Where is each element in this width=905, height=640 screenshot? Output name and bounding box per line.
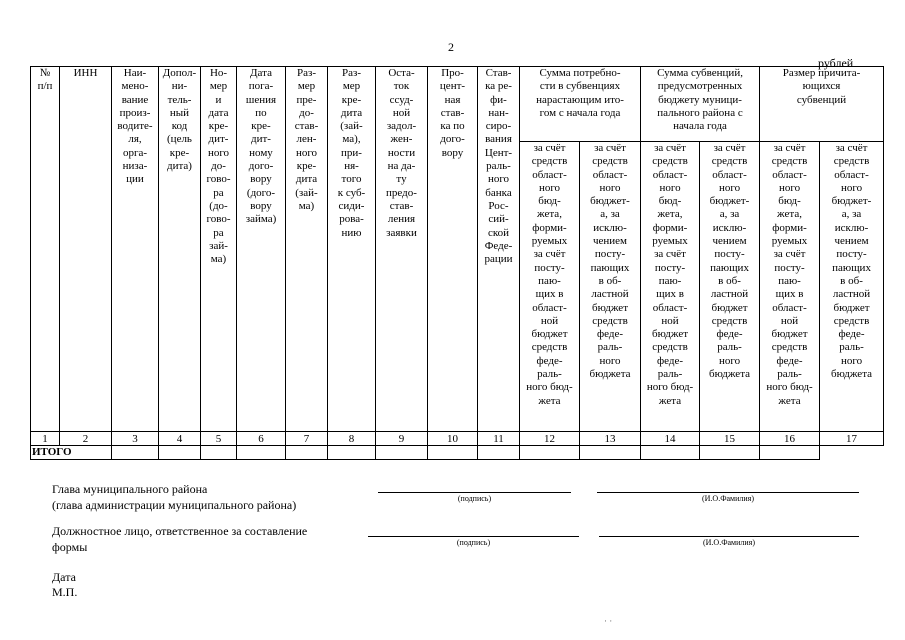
official-title-line2: формы — [52, 540, 88, 554]
table-cell — [428, 446, 478, 460]
head-title-line2: (глава администрации муниципального района) — [52, 498, 297, 512]
column-number: 7 — [286, 432, 328, 446]
official-name-line — [599, 536, 859, 537]
column-number: 17 — [820, 432, 884, 446]
table-cell — [520, 446, 580, 460]
currency-unit: рублей — [818, 56, 854, 70]
official-title-line1: Должностное лицо, ответственное за составление — [52, 524, 308, 538]
column-header: Дата пога- шения по кре- дит- ному дого- вору (дого- вору займа) — [237, 67, 286, 432]
column-header: Раз- мер кре- дита (зай- ма), при- ня- того к суб- сиди- рова- нию — [328, 67, 376, 432]
column-number: 10 — [428, 432, 478, 446]
page-number: 2 — [448, 40, 454, 54]
column-number: 6 — [237, 432, 286, 446]
column-number: 2 — [60, 432, 112, 446]
date-label: Дата — [52, 570, 76, 584]
official-signature-line — [368, 536, 579, 537]
scan-mark: · · — [604, 616, 613, 626]
column-number: 8 — [328, 432, 376, 446]
column-number: 16 — [760, 432, 820, 446]
sub-header: за счёт средств област- ного бюд- жета, форми- руемых за счёт посту- паю- щих в област- ной бюджет средств феде- раль- ного бюд- жета — [760, 142, 820, 432]
column-number: 3 — [112, 432, 159, 446]
signature-caption: (подпись) — [457, 494, 492, 503]
head-signature-line — [378, 492, 571, 493]
signature-caption: (подпись) — [456, 538, 491, 547]
group-header: Сумма субвенций, предусмотренных бюджету муници- пального района с начала года — [641, 67, 760, 142]
name-caption: (И.О.Фамилия) — [702, 538, 756, 547]
sub-header: за счёт средств област- ного бюд- жета, форми- руемых за счёт посту- паю- щих в област- ной бюджет средств феде- раль- ного бюд- жета — [520, 142, 580, 432]
head-title-line1: Глава муниципального района — [52, 482, 208, 496]
column-number: 15 — [700, 432, 760, 446]
sub-header: за счёт средств област- ного бюд- жета, форми- руемых за счёт посту- паю- щих в област- ной бюджет средств феде- раль- ного бюд- жета — [641, 142, 700, 432]
column-number: 1 — [31, 432, 60, 446]
column-header: Став- ка ре- фи- нан- сиро- вания Цент- раль- ного банка Рос- сий- ской Феде- рации — [478, 67, 520, 432]
column-number: 13 — [580, 432, 641, 446]
head-name-line — [597, 492, 859, 493]
table-cell — [286, 446, 328, 460]
group-header: Сумма потребно- сти в субвенциях нарастающим ито- гом с начала года — [520, 67, 641, 142]
table-cell — [237, 446, 286, 460]
column-number: 4 — [159, 432, 201, 446]
table-cell — [760, 446, 820, 460]
column-number: 14 — [641, 432, 700, 446]
table-cell — [112, 446, 159, 460]
table-cell — [700, 446, 760, 460]
sub-header: за счёт средств област- ного бюджет- а, за исклю- чением посту- пающих в об- ластной бюджет средств феде- раль- ного бюджета — [580, 142, 641, 432]
column-header: № п/п — [31, 67, 60, 432]
column-number: 11 — [478, 432, 520, 446]
table-cell — [376, 446, 428, 460]
sub-header: за счёт средств област- ного бюджет- а, за исклю- чением посту- пающих в об- ластной бюджет средств феде- раль- ного бюджета — [700, 142, 760, 432]
table-cell — [159, 446, 201, 460]
column-number: 12 — [520, 432, 580, 446]
sub-header: за счёт средств област- ного бюджет- а, за исклю- чением посту- пающих в об- ластной бюджет средств феде- раль- ного бюджета — [820, 142, 884, 432]
column-header: Но- мер и дата кре- дит- ного до- гово- ра (до- гово- ра зай- ма) — [201, 67, 237, 432]
total-label: ИТОГО — [31, 446, 112, 460]
table-cell — [580, 446, 641, 460]
table-cell — [328, 446, 376, 460]
name-caption: (И.О.Фамилия) — [701, 494, 755, 503]
total-row — [31, 446, 884, 460]
column-header: Наи- мено- вание произ- водите- ля, орга- низа- ции — [112, 67, 159, 432]
seal-label: М.П. — [52, 585, 78, 599]
column-header: Допол- ни- тель- ный код (цель кре- дита) — [159, 67, 201, 432]
subsidy-table — [30, 66, 884, 460]
column-header: Раз- мер пре- до- став- лен- ного кре- дита (зай- ма) — [286, 67, 328, 432]
column-header: Оста- ток ссуд- ной задол- жен- ности на да- ту предо- став- ления заявки — [376, 67, 428, 432]
column-header: ИНН — [60, 67, 112, 432]
table-cell — [478, 446, 520, 460]
table-cell — [641, 446, 700, 460]
column-number: 5 — [201, 432, 237, 446]
column-number: 9 — [376, 432, 428, 446]
column-header: Про- цент- ная став- ка по дого- вору — [428, 67, 478, 432]
group-header: Размер причита- ющихся субвенций — [760, 67, 884, 142]
table-cell — [201, 446, 237, 460]
